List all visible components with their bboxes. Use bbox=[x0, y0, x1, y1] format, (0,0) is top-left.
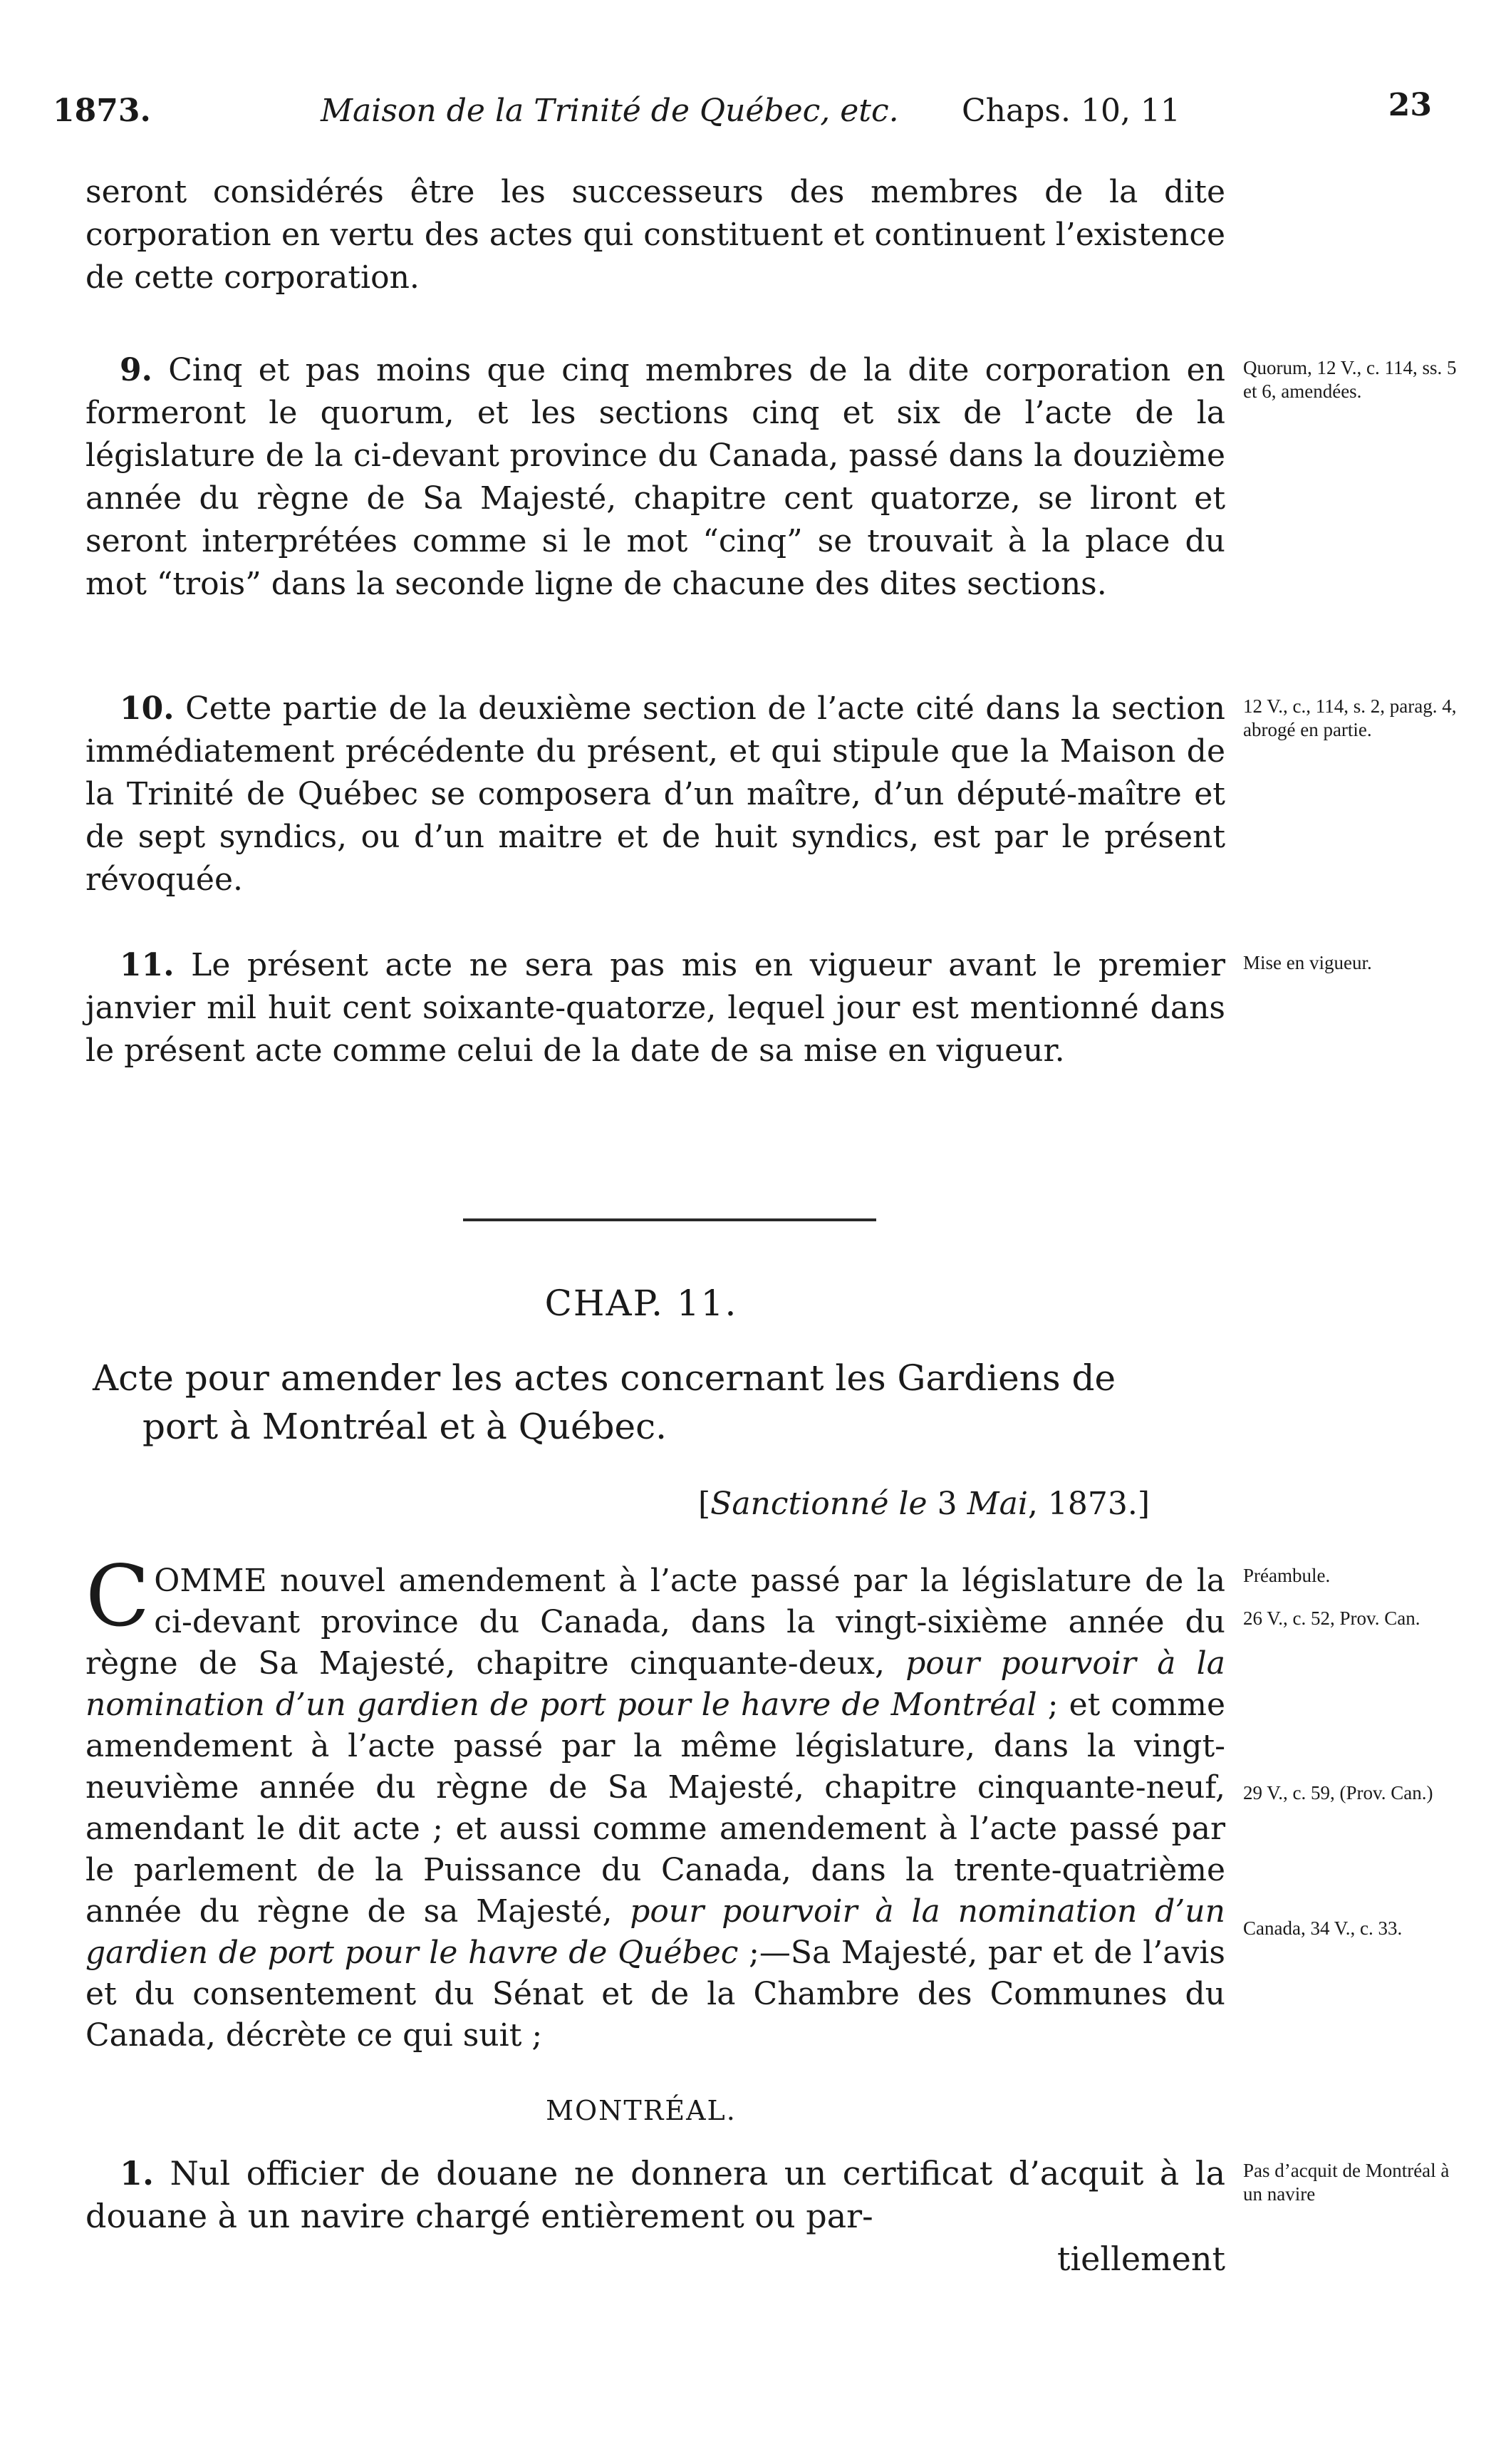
section-number: 1. bbox=[120, 2154, 155, 2193]
section-11 bbox=[85, 944, 1225, 1072]
running-header bbox=[43, 78, 1432, 143]
preamble-italic: pour pourvoir à la nomination d’un gardien de port pour le havre de Montréal bbox=[85, 1645, 1225, 1723]
section-text-continued: tiellement bbox=[1056, 2240, 1225, 2278]
sanction-bracket: [ bbox=[698, 1486, 711, 1522]
margin-note-preamble: Préambule. bbox=[1243, 1565, 1331, 1586]
drop-cap: C bbox=[85, 1547, 150, 1645]
act-title bbox=[93, 1354, 1232, 1451]
section-number: 9. bbox=[120, 352, 152, 388]
preamble bbox=[85, 1547, 1225, 2056]
section-1 bbox=[85, 2152, 1225, 2280]
section-divider bbox=[463, 1218, 876, 1221]
section-text: Nul officier de douane ne donnera un certificat d’acquit à la douane à un navire chargé entièrement ou par- bbox=[85, 2154, 1225, 2235]
margin-note-9: Quorum, 12 V., c. 114, ss. 5 et 6, amendées. bbox=[1243, 357, 1457, 402]
continuation-paragraph bbox=[85, 171, 1225, 299]
margin-note-10: 12 V., c., 114, s. 2, parag. 4, abrogé en partie. bbox=[1243, 695, 1457, 740]
section-10 bbox=[85, 688, 1225, 901]
preamble-text: ;—Sa Majesté, par et de l’avis et du consentement du Sénat et de la Chambre des Communes du Canada, décrète ce qui suit ; bbox=[85, 1935, 1225, 2054]
section-text: Cette partie de la deuxième section de l’acte cité dans la section immédiatement précédente du présent, et qui stipule que la Maison de la Trinité de Québec se composera d’un maître, d’un député-maître et de sept syndics, ou d’un maitre et de huit syndics, est par le présent révoquée. bbox=[85, 690, 1225, 898]
preamble-italic: pour pourvoir à la nomination d’un gardien de port pour le havre de Québec bbox=[85, 1893, 1225, 1971]
preamble-text: ; et comme amendement à l’acte passé par la même législature, dans la vingt-neuvième année du règne de Sa Majesté, chapitre cinquante-neuf, amendant le dit acte ; et aussi comme amendement à l’acte passé par le parlement de la Puissance du Canada, dans la trente-quatrième année du règne de sa Majesté, bbox=[85, 1687, 1225, 1930]
section-text: Cinq et pas moins que cinq membres de la dite corporation en formeront le quorum, et les sections cinq et six de l’acte de la législature de la ci-devant province du Canada, passé dans la douzième année du règne de Sa Majesté, chapitre cent quatorze, se liront et seront interprétées comme si le mot “cinq” se trouvait à la place du mot “trois” dans la seconde ligne de chacune des dites sections. bbox=[85, 352, 1225, 602]
header-chapters: Chaps. 10, 11 bbox=[962, 93, 1180, 129]
section-9 bbox=[85, 349, 1225, 606]
subheading-montreal: MONTRÉAL. bbox=[546, 2095, 737, 2126]
paragraph-text: seront considérés être les successeurs des membres de la dite corporation en vertu des actes qui constituent et continuent l’existence de cette corporation. bbox=[85, 174, 1225, 296]
margin-note-29v: 29 V., c. 59, (Prov. Can.) bbox=[1243, 1782, 1433, 1803]
act-title-line-1: Acte pour amender les actes concernant les Gardiens de bbox=[93, 1357, 1116, 1399]
sanction-year: , 1873.] bbox=[1027, 1486, 1150, 1522]
section-number: 10. bbox=[120, 690, 175, 727]
margin-note-34v: Canada, 34 V., c. 33. bbox=[1243, 1917, 1403, 1939]
preamble-text: OMME nouvel amendement à l’acte passé par la législature de la ci-devant province du Canada, dans la vingt-sixième année du règne de Sa Majesté, chapitre cinquante-deux, bbox=[85, 1563, 1225, 1682]
header-year: 1873. bbox=[53, 93, 151, 129]
margin-note-26v: 26 V., c. 52, Prov. Can. bbox=[1243, 1608, 1420, 1629]
header-title: Maison de la Trinité de Québec, etc. bbox=[321, 93, 899, 129]
margin-note-s1: Pas d’acquit de Montréal à un navire bbox=[1243, 2160, 1450, 2205]
sanction-day: 3 bbox=[927, 1486, 967, 1522]
sanction-label: Sanctionné le bbox=[710, 1486, 928, 1522]
margin-note-11: Mise en vigueur. bbox=[1243, 952, 1372, 973]
act-title-line-2: port à Montréal et à Québec. bbox=[142, 1406, 668, 1447]
section-text: Le présent acte ne sera pas mis en vigueur avant le premier janvier mil huit cent soixante-quatorze, lequel jour est mentionné dans le présent acte comme celui de la date de sa mise en vigueur. bbox=[85, 947, 1225, 1069]
page-number: 23 bbox=[1388, 87, 1432, 123]
chapter-heading: CHAP. 11. bbox=[544, 1283, 738, 1324]
sanction-month: Mai bbox=[967, 1486, 1028, 1522]
sanction-date bbox=[698, 1486, 1150, 1522]
section-number: 11. bbox=[120, 947, 175, 983]
